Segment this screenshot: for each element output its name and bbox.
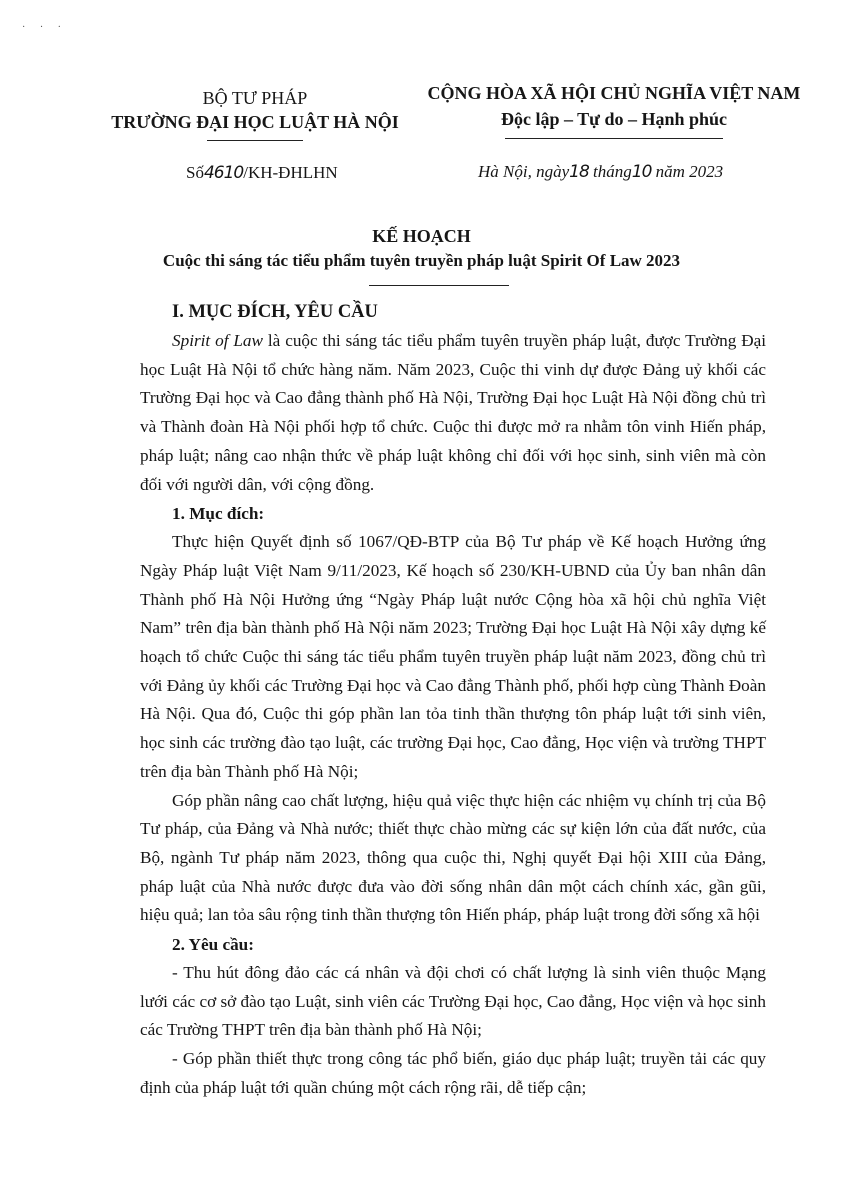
date-month-label: tháng [593,162,632,181]
purpose-heading: 1. Mục đích: [172,504,265,524]
title-underline [369,285,509,286]
intro-text: là cuộc thi sáng tác tiểu phẩm tuyên truyền pháp luật, được Trường Đại học Luật Hà Nội tổ chức hàng năm. Năm 2023, Cuộc thi vinh dự được Đảng uỷ khối các Trường Đại học và Cao đẳng thành phố Hà Nội, Trường Đại học Luật Hà Nội đồng chủ trì và Thành đoàn Hà Nội phối hợp tổ chức. Cuộc thi được mở ra nhằm tôn vinh Hiến pháp, pháp luật; nâng cao nhận thức về pháp luật không chỉ đối với học sinh, sinh viên mà còn đối với người dân, với cộng đồng. [140,331,767,494]
intro-paragraph [140,327,766,499]
requirement-item-2: - Góp phần thiết thực trong công tác phổ biến, giáo dục pháp luật; truyền tải các quy định của pháp luật tới quần chúng một cách rộng rãi, dễ tiếp cận; [140,1049,766,1097]
contest-name: Spirit of Law [172,331,263,350]
document-subtitle: Cuộc thi sáng tác tiểu phẩm tuyên truyền pháp luật Spirit Of Law 2023 [162,251,681,270]
university-name: TRƯỜNG ĐẠI HỌC LUẬT HÀ NỘI [111,112,399,132]
purpose-paragraph-1: Thực hiện Quyết định số 1067/QĐ-BTP của Bộ Tư pháp về Kế hoạch Hưởng ứng Ngày Pháp luật Việt Nam 9/11/2023, Kế hoạch số 230/KH-UBND của Ủy ban nhân dân Thành phố Hà Nội Hưởng ứng “Ngày Pháp luật nước Cộng hòa xã hội chủ nghĩa Việt Nam” trên địa bàn thành phố Hà Nội năm 2023; Trường Đại học Luật Hà Nội xây dựng kế hoạch tổ chức Cuộc thi sáng tác tiểu phẩm tuyên truyền pháp luật năm 2023, đồng chủ trì với Đảng ủy khối các Trường Đại học và Cao đẳng Thành phố, phối hợp cùng Thành Đoàn Hà Nội. Qua đó, Cuộc thi góp phần lan tỏa tinh thần thượng tôn pháp luật tới sinh viên, học sinh các trường đào tạo luật, các trường Đại học, Cao đẳng, Học viện và trường THPT trên địa bàn Thành phố Hà Nội; [140,532,766,781]
document-number [186,163,338,183]
scan-specks: · · · [22,22,67,33]
date-year: năm 2023 [655,162,724,181]
section-heading: I. MỤC ĐÍCH, YÊU CẦU [172,302,378,322]
doc-number-suffix: /KH-ĐHLHN [243,163,338,182]
date-month: 10 [631,162,652,182]
requirement-item-1: - Thu hút đông đảo các cá nhân và đội chơi có chất lượng là sinh viên thuộc Mạng lưới các cơ sở đào tạo Luật, sinh viên các Trường Đại học, Cao đẳng, Học viện và học sinh các Trường THPT trên địa bàn thành phố Hà Nội; [140,963,766,1040]
ministry-name: BỘ TƯ PHÁP [202,88,308,108]
national-motto: Độc lập – Tự do – Hạnh phúc [500,109,728,129]
document-body [140,297,766,1103]
doc-number-prefix: Số [186,163,204,182]
purpose-paragraph-2: Góp phần nâng cao chất lượng, hiệu quả việc thực hiện các nhiệm vụ chính trị của Bộ Tư pháp, của Đảng và Nhà nước; thiết thực chào mừng các sự kiện lớn của đất nước, của Bộ, ngành Tư pháp năm 2023, thông qua cuộc thi, Nghị quyết Đại hội XIII của Đảng, pháp luật của Nhà nước được đưa vào đời sống nhân dân một cách chính xác, gần gũi, hiệu quả; lan tỏa sâu rộng tinh thần thượng tôn Hiến pháp, pháp luật trong đời sống xã hội [140,790,766,925]
motto-underline [505,138,723,139]
republic-name: CỘNG HÒA XÃ HỘI CHỦ NGHĨA VIỆT NAM [427,83,801,103]
date-day: 18 [569,162,589,182]
document-title: KẾ HOẠCH [372,226,471,246]
document-date [478,162,723,182]
agency-underline [207,140,303,141]
requirements-heading: 2. Yêu cầu: [172,935,254,955]
issuing-agency [95,86,415,141]
doc-number-handwritten: 4610 [203,163,244,183]
date-place: Hà Nội, ngày [478,162,570,181]
national-heading [418,80,810,139]
